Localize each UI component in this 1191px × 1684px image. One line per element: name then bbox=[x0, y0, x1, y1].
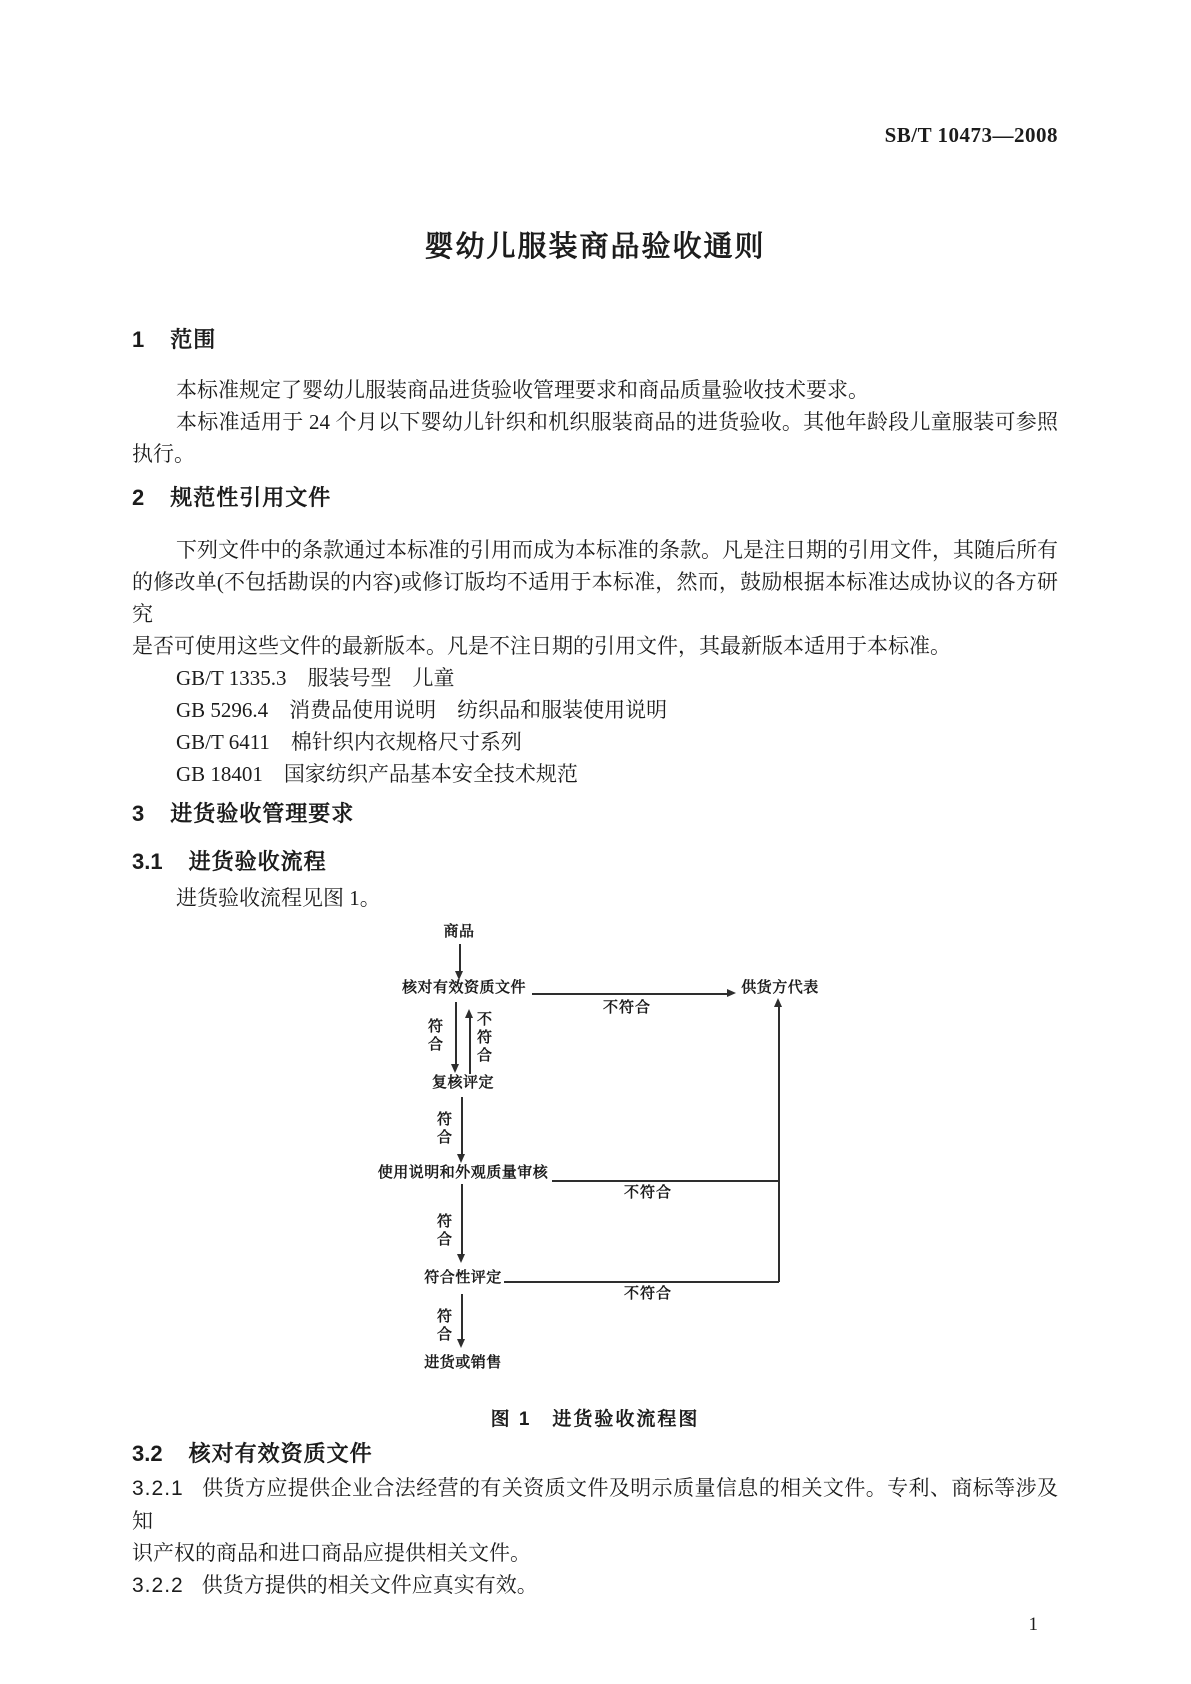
arrow-down-icon bbox=[457, 1254, 465, 1263]
connector-recheck-to-audit bbox=[461, 1097, 463, 1154]
flowchart-node-purchase-or-sale: 进货或销售 bbox=[424, 1354, 502, 1371]
connector-return-right bbox=[778, 1007, 780, 1282]
label-fail-1: 不符合 bbox=[602, 999, 652, 1016]
section-3-title: 进货验收管理要求 bbox=[170, 801, 355, 826]
reference-item: GB/T 6411 棉针织内衣规格尺寸系列 bbox=[176, 730, 522, 754]
label-pass-2: 符合 bbox=[435, 1111, 452, 1147]
arrow-up-icon bbox=[465, 1009, 473, 1018]
arrow-right-icon bbox=[727, 989, 736, 997]
label-fail-4: 不符合 bbox=[623, 1285, 673, 1302]
label-pass-1: 符合 bbox=[426, 1018, 443, 1054]
flow-intro-line: 进货验收流程见图 1。 bbox=[176, 886, 381, 910]
flowchart-node-recheck-evaluation: 复核评定 bbox=[431, 1074, 495, 1091]
document-title: 婴幼儿服装商品验收通则 bbox=[424, 231, 766, 263]
connector-audit-fail bbox=[552, 1180, 778, 1182]
section-1-title: 范围 bbox=[170, 327, 217, 352]
clause-3-2-1-line-1 bbox=[132, 1472, 1058, 1537]
clause-3-2-2-text: 供货方提供的相关文件应真实有效。 bbox=[201, 1573, 538, 1597]
label-fail-2: 不符合 bbox=[475, 1011, 492, 1065]
section-3-2-number: 3.2 bbox=[132, 1441, 163, 1466]
connector-recheck-up bbox=[469, 1018, 471, 1074]
section-2-title: 规范性引用文件 bbox=[170, 485, 332, 510]
section-3-heading bbox=[132, 802, 1058, 826]
clause-3-2-1-line-2: 识产权的商品和进口商品应提供相关文件。 bbox=[132, 1541, 531, 1565]
normative-para-line-2: 的修改单(不包括勘误的内容)或修订版均不适用于本标准，然而，鼓励根据本标准达成协议的各方研究 bbox=[132, 570, 1058, 626]
arrow-down-icon bbox=[451, 1064, 459, 1073]
section-3-1-heading bbox=[132, 850, 1058, 874]
connector-start-to-check bbox=[459, 944, 461, 971]
normative-para-line-3: 是否可使用这些文件的最新版本。凡是不注日期的引用文件，其最新版本适用于本标准。 bbox=[132, 634, 951, 658]
clause-3-2-2-line bbox=[132, 1569, 1058, 1602]
flowchart-node-supplier-representative: 供货方代表 bbox=[741, 979, 819, 996]
connector-audit-to-conformity bbox=[461, 1184, 463, 1254]
connector-check-to-supplier bbox=[532, 993, 727, 995]
arrow-up-icon bbox=[774, 998, 782, 1007]
reference-item: GB 18401 国家纺织产品基本安全技术规范 bbox=[176, 762, 578, 786]
page-number: 1 bbox=[1028, 1614, 1038, 1635]
label-pass-4: 符合 bbox=[435, 1308, 452, 1344]
section-3-2-title: 核对有效资质文件 bbox=[188, 1441, 373, 1466]
section-3-number: 3 bbox=[132, 801, 145, 826]
label-fail-3: 不符合 bbox=[623, 1184, 673, 1201]
flowchart-node-verify-documents: 核对有效资质文件 bbox=[401, 979, 527, 996]
clause-3-2-1-number: 3.2.1 bbox=[132, 1477, 184, 1500]
scope-line-3: 执行。 bbox=[132, 442, 195, 466]
reference-item: GB/T 1335.3 服装号型 儿童 bbox=[176, 666, 455, 690]
clause-3-2-2-number: 3.2.2 bbox=[132, 1574, 184, 1597]
section-3-1-title: 进货验收流程 bbox=[188, 849, 327, 874]
flowchart-figure-1 bbox=[132, 914, 1058, 1442]
flowchart-node-commodity: 商品 bbox=[443, 923, 475, 940]
arrow-down-icon bbox=[457, 1154, 465, 1163]
flowchart-node-instruction-appearance-audit: 使用说明和外观质量审核 bbox=[377, 1164, 549, 1181]
arrow-down-icon bbox=[457, 1339, 465, 1348]
section-3-1-number: 3.1 bbox=[132, 849, 163, 874]
scope-line-1: 本标准规定了婴幼儿服装商品进货验收管理要求和商品质量验收技术要求。 bbox=[176, 378, 869, 402]
clause-3-2-1-text: 供货方应提供企业合法经营的有关资质文件及明示质量信息的相关文件。专利、商标等涉及知 bbox=[132, 1476, 1058, 1533]
section-2-number: 2 bbox=[132, 485, 145, 510]
connector-check-down bbox=[455, 1002, 457, 1064]
figure-1-caption: 图 1 进货验收流程图 bbox=[490, 1409, 700, 1430]
section-2-heading bbox=[132, 486, 1058, 510]
reference-item: GB 5296.4 消费品使用说明 纺织品和服装使用说明 bbox=[176, 698, 668, 722]
section-3-2-heading bbox=[132, 1442, 1058, 1466]
label-pass-3: 符合 bbox=[435, 1213, 452, 1249]
connector-conformity-fail bbox=[504, 1281, 779, 1283]
normative-para-line-1: 下列文件中的条款通过本标准的引用而成为本标准的条款。凡是注日期的引用文件，其随后所有 bbox=[176, 538, 1058, 562]
flowchart-node-conformity-evaluation: 符合性评定 bbox=[424, 1269, 502, 1286]
section-1-heading bbox=[132, 328, 1058, 352]
scope-line-2: 本标准适用于 24 个月以下婴幼儿针织和机织服装商品的进货验收。其他年龄段儿童服装可参照 bbox=[176, 410, 1058, 434]
standard-number: SB/T 10473—2008 bbox=[884, 123, 1058, 147]
connector-conformity-to-stock bbox=[461, 1294, 463, 1339]
section-1-number: 1 bbox=[132, 327, 145, 352]
